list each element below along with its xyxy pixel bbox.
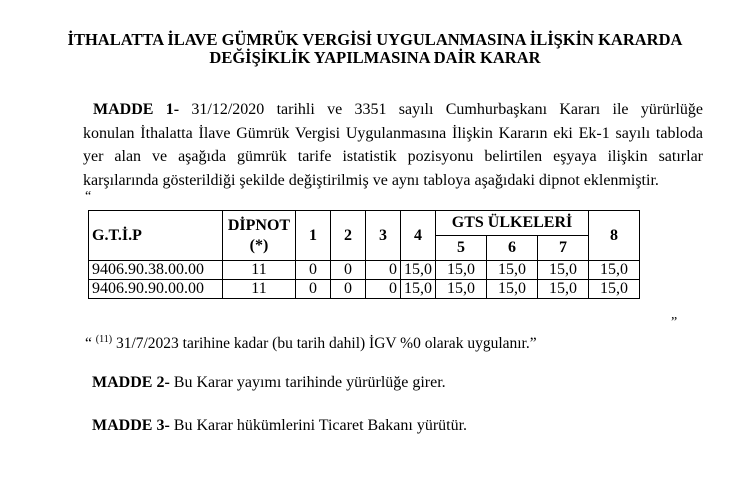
cell-col-5: 15,0 xyxy=(436,280,487,299)
madde-1-text-1: 31/12/2020 tarihli ve 3351 sayılı Cumhurbaşkanı Kararı ile yürürlüğe xyxy=(191,101,704,118)
header-gtip: G.T.İ.P xyxy=(89,211,223,261)
table-header-row-1 xyxy=(89,211,640,236)
cell-col-6: 15,0 xyxy=(487,261,538,280)
madde-3-paragraph xyxy=(92,417,467,435)
cell-col-1: 0 xyxy=(296,261,331,280)
table-close-quote: ” xyxy=(671,315,678,330)
header-col-8: 8 xyxy=(589,211,640,261)
header-col-4: 4 xyxy=(401,211,436,261)
cell-dipnot: 11 xyxy=(223,280,296,299)
header-col-6: 6 xyxy=(487,236,538,261)
table-open-quote: “ xyxy=(85,189,92,204)
madde-1-line-1 xyxy=(83,98,703,122)
madde-3-text: Bu Karar hükümlerini Ticaret Bakanı yürütür. xyxy=(173,417,468,434)
cell-col-1: 0 xyxy=(296,280,331,299)
header-dipnot-sub: (*) xyxy=(249,236,269,254)
cell-col-7: 15,0 xyxy=(538,261,589,280)
footnote-marker: (11) xyxy=(95,334,113,345)
madde-1-line-3: yer alan ve aşağıda gümrük tarife istatistik pozisyonu belirtilen eşyaya ilişkin satırlar xyxy=(83,148,703,165)
cell-gtip: 9406.90.90.00.00 xyxy=(89,280,223,299)
header-dipnot xyxy=(223,211,296,261)
header-col-1: 1 xyxy=(296,211,331,261)
madde-2-paragraph xyxy=(92,374,446,392)
cell-col-2: 0 xyxy=(331,261,366,280)
madde-1-label: MADDE 1- xyxy=(93,101,180,118)
header-col-5: 5 xyxy=(436,236,487,261)
cell-dipnot: 11 xyxy=(223,261,296,280)
madde-3-label: MADDE 3- xyxy=(92,417,170,434)
madde-1-paragraph xyxy=(83,98,703,192)
madde-2-label: MADDE 2- xyxy=(92,374,170,391)
cell-col-2: 0 xyxy=(331,280,366,299)
document-title-line-2: DEĞİŞİKLİK YAPILMASINA DAİR KARAR xyxy=(209,48,541,67)
footnote-text: 31/7/2023 tarihine kadar (bu tarih dahil) İGV %0 olarak uygulanır.” xyxy=(115,335,537,353)
header-col-3: 3 xyxy=(366,211,401,261)
table-row xyxy=(89,261,640,280)
madde-2-text: Bu Karar yayımı tarihinde yürürlüğe girer. xyxy=(173,374,446,391)
footnote xyxy=(85,334,537,353)
cell-col-4: 15,0 xyxy=(401,261,436,280)
cell-col-4: 15,0 xyxy=(401,280,436,299)
cell-gtip: 9406.90.38.00.00 xyxy=(89,261,223,280)
cell-col-8: 15,0 xyxy=(589,280,640,299)
cell-col-3: 0 xyxy=(366,261,401,280)
header-col-2: 2 xyxy=(331,211,366,261)
cell-col-3: 0 xyxy=(366,280,401,299)
cell-col-7: 15,0 xyxy=(538,280,589,299)
cell-col-5: 15,0 xyxy=(436,261,487,280)
table-row xyxy=(89,280,640,299)
footnote-open-quote: “ xyxy=(85,335,92,353)
header-gts-countries: GTS ÜLKELERİ xyxy=(436,211,589,236)
cell-col-6: 15,0 xyxy=(487,280,538,299)
madde-1-line-4: karşılarında gösterildiği şekilde değiştirilmiş ve aynı tabloya aşağıdaki dipnot eklenmiştir. xyxy=(83,171,659,189)
cell-col-8: 15,0 xyxy=(589,261,640,280)
document-title-line-1: İTHALATTA İLAVE GÜMRÜK VERGİSİ UYGULANMASINA İLİŞKİN KARARDA xyxy=(67,30,683,49)
header-dipnot-label: DİPNOT xyxy=(227,216,291,234)
tariff-table xyxy=(88,210,640,299)
header-col-7: 7 xyxy=(538,236,589,261)
madde-1-line-2: konulan İthalatta İlave Gümrük Vergisi Uygulanmasına İlişkin Kararın eki Ek-1 sayılı tabloda xyxy=(83,124,703,142)
